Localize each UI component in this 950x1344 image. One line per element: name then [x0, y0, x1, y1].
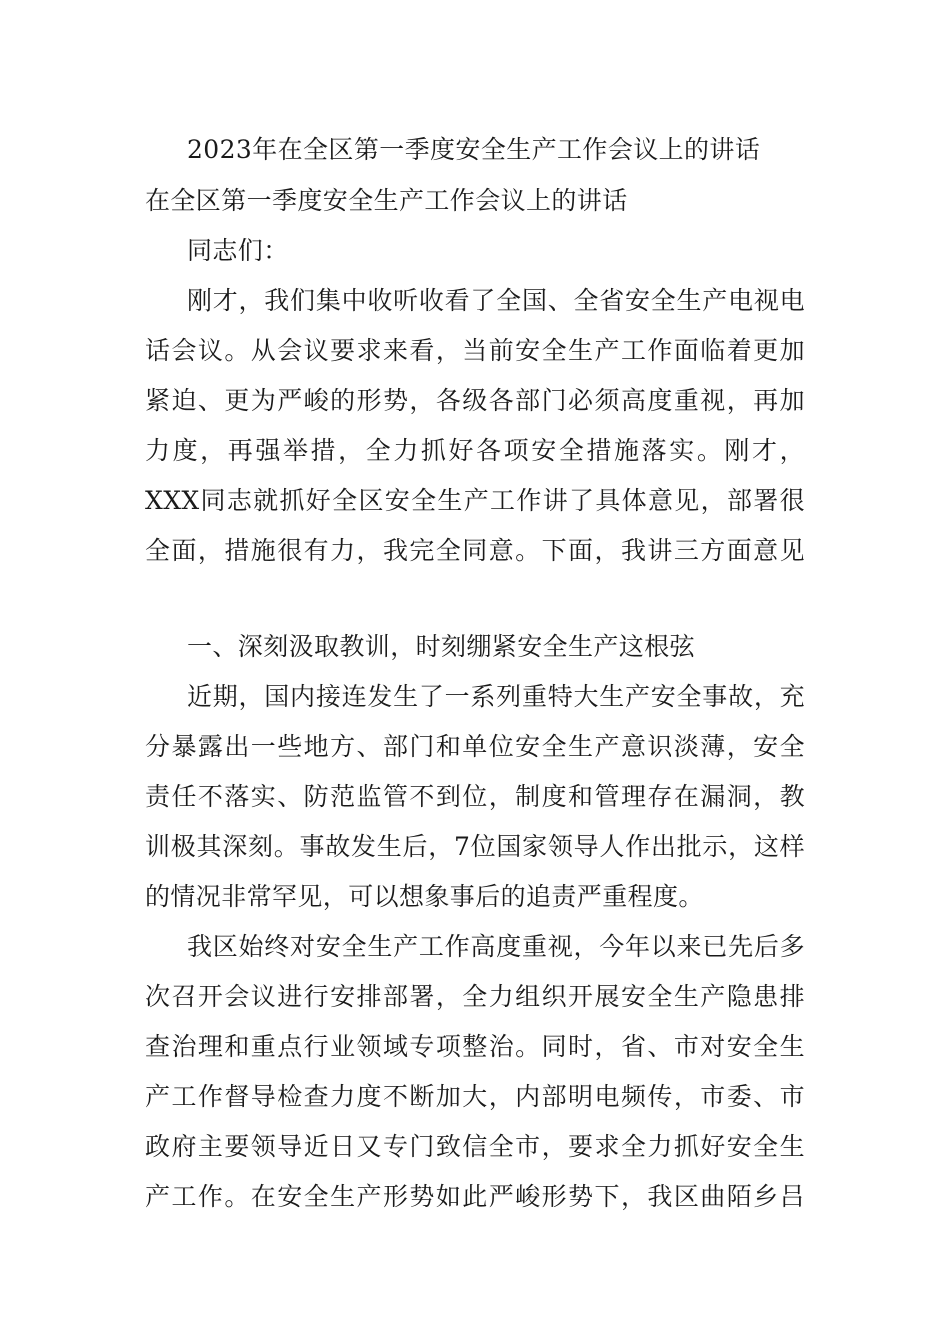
- paragraph-1-line: 紧迫、更为严峻的形势，各级各部门必须高度重视，再加: [145, 386, 805, 415]
- paragraph-1-line: 全面，措施很有力，我完全同意。下面，我讲三方面意见: [145, 536, 805, 565]
- paragraph-3-line: 我区始终对安全生产工作高度重视，今年以来已先后多: [187, 932, 805, 961]
- paragraph-3-line: 查治理和重点行业领域专项整治。同时，省、市对安全生: [145, 1032, 805, 1061]
- paragraph-1-line: 力度，再强举措，全力抓好各项安全措施落实。刚才，: [145, 436, 805, 465]
- paragraph-3-line: 次召开会议进行安排部署，全力组织开展安全生产隐患排: [145, 982, 805, 1011]
- section-1-heading: 一、深刻汲取教训，时刻绷紧安全生产这根弦: [187, 632, 696, 661]
- paragraph-1-line: 话会议。从会议要求来看，当前安全生产工作面临着更加: [145, 336, 805, 365]
- paragraph-2-line: 分暴露出一些地方、部门和单位安全生产意识淡薄，安全: [145, 732, 805, 761]
- document-subtitle: 在全区第一季度安全生产工作会议上的讲话: [145, 186, 628, 215]
- document-title: 2023年在全区第一季度安全生产工作会议上的讲话: [187, 135, 761, 164]
- paragraph-1-line: XXX同志就抓好全区安全生产工作讲了具体意见，部署很: [145, 486, 805, 515]
- paragraph-3-line: 产工作督导检查力度不断加大，内部明电频传，市委、市: [145, 1082, 805, 1111]
- paragraph-3-line: 政府主要领导近日又专门致信全市，要求全力抓好安全生: [145, 1132, 805, 1161]
- paragraph-2-line: 责任不落实、防范监管不到位，制度和管理存在漏洞，教: [145, 782, 805, 811]
- paragraph-3-line: 产工作。在安全生产形势如此严峻形势下，我区曲陌乡吕: [145, 1182, 805, 1211]
- paragraph-2-line: 训极其深刻。事故发生后，7位国家领导人作出批示，这样: [145, 832, 805, 861]
- salutation: 同志们：: [187, 236, 289, 265]
- paragraph-2-line: 的情况非常罕见，可以想象事后的追责严重程度。: [145, 882, 704, 911]
- paragraph-1-line: 刚才，我们集中收听收看了全国、全省安全生产电视电: [187, 286, 805, 315]
- paragraph-2-line: 近期，国内接连发生了一系列重特大生产安全事故，充: [187, 682, 805, 711]
